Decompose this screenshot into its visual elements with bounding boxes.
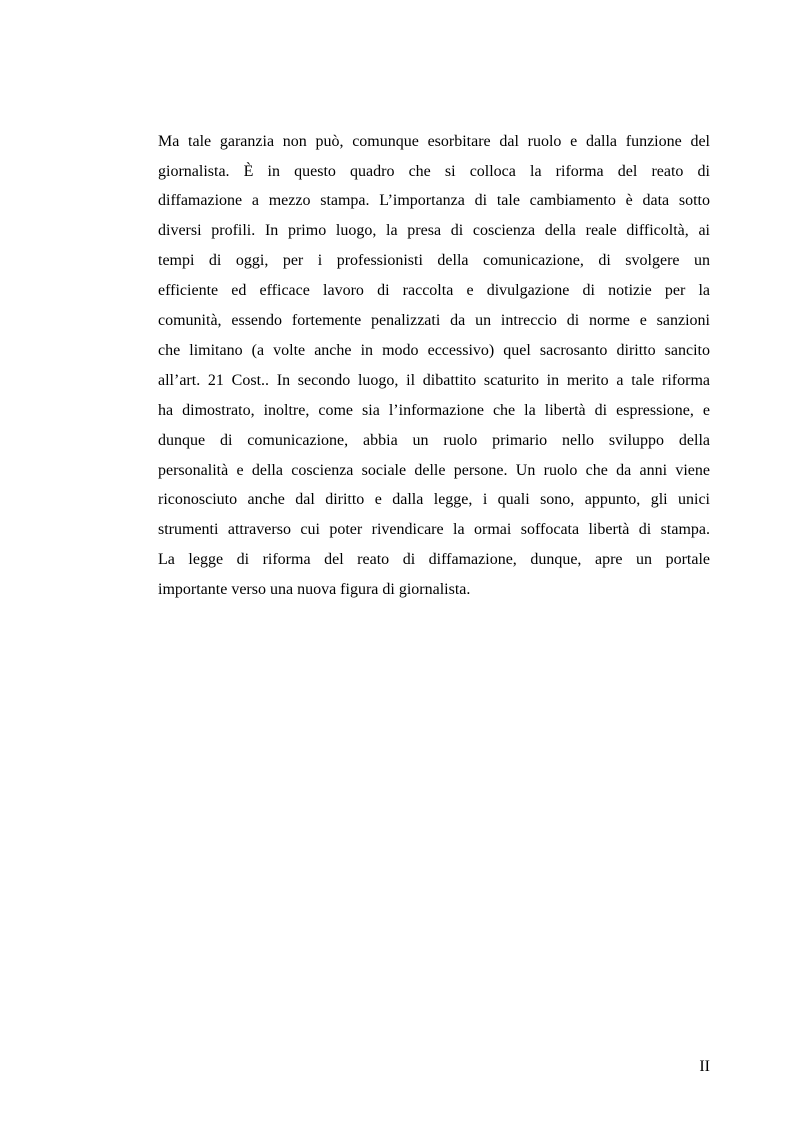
paragraph-line: giornalista. È in questo quadro che si colloca la riforma del reato di: [158, 163, 710, 180]
paragraph-line: efficiente ed efficace lavoro di raccolta e divulgazione di notizie per la: [158, 282, 710, 299]
paragraph-line: strumenti attraverso cui poter rivendicare la ormai soffocata libertà di stampa.: [158, 521, 710, 538]
paragraph-line: tempi di oggi, per i professionisti della comunicazione, di svolgere un: [158, 252, 710, 269]
paragraph-line: all’art. 21 Cost.. In secondo luogo, il dibattito scaturito in merito a tale riforma: [158, 372, 710, 389]
paragraph-line: riconosciuto anche dal diritto e dalla legge, i quali sono, appunto, gli unici: [158, 491, 710, 508]
paragraph-line: che limitano (a volte anche in modo eccessivo) quel sacrosanto diritto sancito: [158, 342, 710, 359]
paragraph-line: comunità, essendo fortemente penalizzati da un intreccio di norme e sanzioni: [158, 312, 710, 329]
paragraph-line: ha dimostrato, inoltre, come sia l’informazione che la libertà di espressione, e: [158, 402, 710, 419]
paragraph-line: Ma tale garanzia non può, comunque esorbitare dal ruolo e dalla funzione del: [158, 133, 710, 150]
paragraph-line: diffamazione a mezzo stampa. L’importanza di tale cambiamento è data sotto: [158, 192, 710, 209]
paragraph-line: dunque di comunicazione, abbia un ruolo primario nello sviluppo della: [158, 432, 710, 449]
paragraph-line-last: importante verso una nuova figura di giornalista.: [158, 581, 471, 598]
paragraph-line: personalità e della coscienza sociale delle persone. Un ruolo che da anni viene: [158, 462, 710, 479]
page-number: II: [699, 1058, 710, 1075]
paragraph-line: diversi profili. In primo luogo, la presa di coscienza della reale difficoltà, ai: [158, 222, 710, 239]
paragraph-line: La legge di riforma del reato di diffamazione, dunque, apre un portale: [158, 551, 710, 568]
